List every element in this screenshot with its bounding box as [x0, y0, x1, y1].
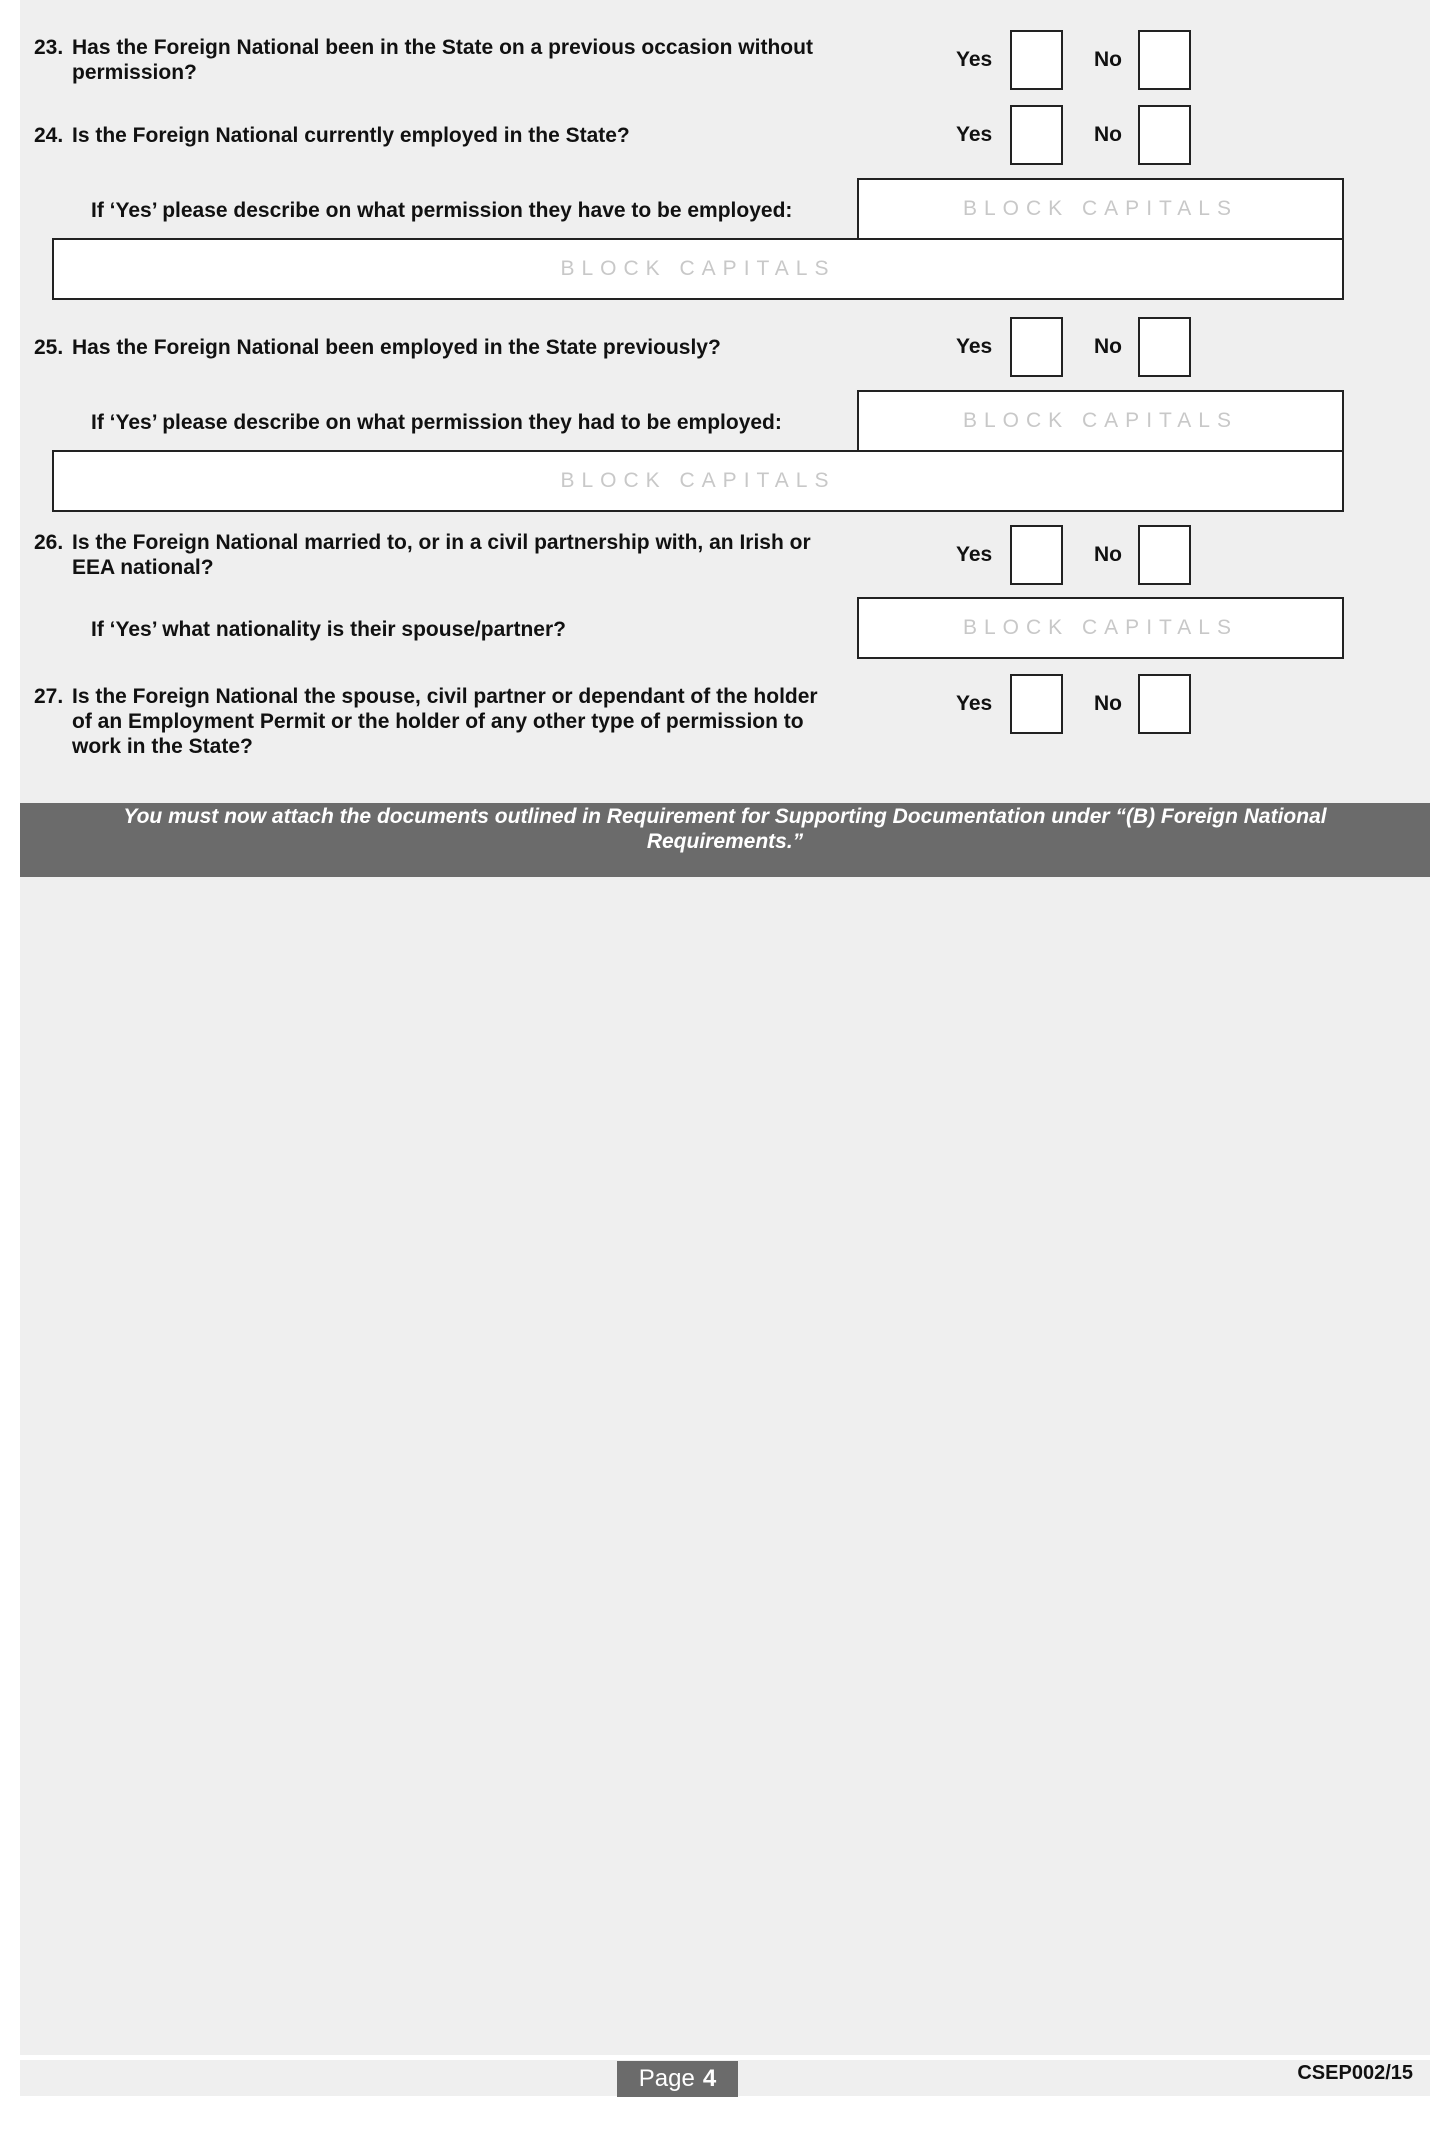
question-26: 26. Is the Foreign National married to, or in a civil partnership with, an Irish or EEA national? [34, 531, 811, 579]
q27-yes-checkbox[interactable] [1010, 674, 1063, 734]
q25-no-checkbox[interactable] [1138, 317, 1191, 377]
q27-no-checkbox[interactable] [1138, 674, 1191, 734]
q24-permission-label: If ‘Yes’ please describe on what permission they have to be employed: [91, 199, 793, 222]
q27-no-label: No [1094, 692, 1122, 715]
q25-permission-label: If ‘Yes’ please describe on what permission they had to be employed: [91, 411, 782, 434]
form-panel [20, 0, 1430, 2055]
question-24: 24. Is the Foreign National currently employed in the State? [34, 124, 630, 147]
q24-no-label: No [1094, 123, 1122, 146]
page-number-badge: Page 4 [617, 2061, 738, 2097]
q25-permission-field[interactable]: BLOCK CAPITALS [857, 390, 1344, 452]
question-27: 27. Is the Foreign National the spouse, civil partner or dependant of the holder of an Employment Permit or the holder of any other type of permission to work in the State? [34, 685, 818, 758]
q24-yes-checkbox[interactable] [1010, 105, 1063, 165]
q26-yes-label: Yes [956, 543, 993, 566]
question-25: 25. Has the Foreign National been employed in the State previously? [34, 336, 721, 359]
q24-yes-label: Yes [956, 123, 993, 146]
q23-yes-label: Yes [956, 48, 993, 71]
q25-yes-checkbox[interactable] [1010, 317, 1063, 377]
q25-permission-field-continued[interactable]: BLOCK CAPITALS [52, 450, 1344, 512]
form-code: CSEP002/15 [1297, 2062, 1413, 2084]
q27-yes-label: Yes [956, 692, 993, 715]
q23-yes-checkbox[interactable] [1010, 30, 1063, 90]
q26-nationality-label: If ‘Yes’ what nationality is their spouse/partner? [91, 618, 566, 641]
supporting-documents-banner: You must now attach the documents outlined in Requirement for Supporting Documentation under “(B) Foreign National Requirements.” [20, 803, 1430, 877]
q26-no-label: No [1094, 543, 1122, 566]
q24-no-checkbox[interactable] [1138, 105, 1191, 165]
q23-no-label: No [1094, 48, 1122, 71]
question-23: 23. Has the Foreign National been in the State on a previous occasion without permission? [34, 36, 813, 84]
q26-nationality-field[interactable]: BLOCK CAPITALS [857, 597, 1344, 659]
q25-yes-label: Yes [956, 335, 993, 358]
q25-no-label: No [1094, 335, 1122, 358]
q26-no-checkbox[interactable] [1138, 525, 1191, 585]
q24-permission-field[interactable]: BLOCK CAPITALS [857, 178, 1344, 240]
q24-permission-field-continued[interactable]: BLOCK CAPITALS [52, 238, 1344, 300]
q26-yes-checkbox[interactable] [1010, 525, 1063, 585]
q23-no-checkbox[interactable] [1138, 30, 1191, 90]
